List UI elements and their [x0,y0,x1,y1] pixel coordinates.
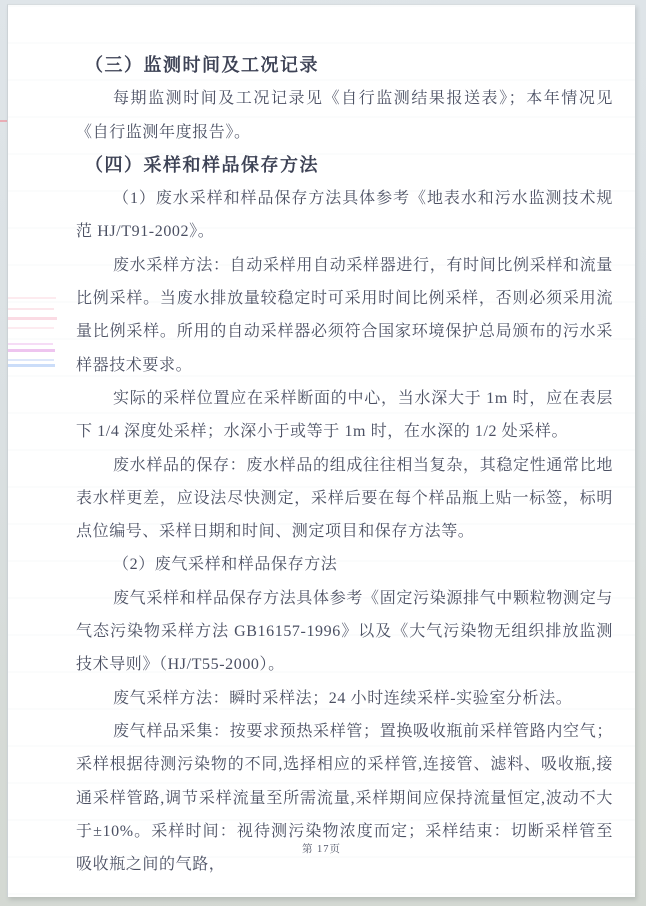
body-paragraph: 废水采样方法：自动采样用自动采样器进行，有时间比例采样和流量比例采样。当废水排放量较稳定时可采用时间比例采样，否则必须采用流量比例采样。所用的自动采样器必须符合国家环境保护总局颁布的污水采样器技术要求。 [76,256,613,374]
section-heading-4: （四）采样和样品保存方法 [85,154,319,175]
body-paragraph: 每期监测时间及工况记录见《自行监测结果报送表》；本年情况见《自行监测年度报告》。 [76,90,613,141]
page-number: 第 17页 [301,844,342,855]
body-paragraph: （1）废水采样和样品保存方法具体参考《地表水和污水监测技术规范 HJ/T91-2002》。 [76,190,613,241]
body-paragraph: 废气样品采集：按要求预热采样管；置换吸收瓶前采样管路内空气；采样根据待测污染物的不同,选择相应的采样管,连接管、滤料、吸收瓶,接通采样管路,调节采样流量至所需流量,采样期间应保持流量恒定,波动不大于±10%。采样时间：视待测污染物浓度而定；采样结束：切断采样管至吸收瓶之间的气路， [76,722,613,874]
body-paragraph: 废气采样方法：瞬时采样法；24 小时连续采样-实验室分析法。 [113,689,573,707]
body-paragraph: 废水样品的保存：废水样品的组成往往相当复杂，其稳定性通常比地表水样更差，应设法尽快测定，采样后要在每个样品瓶上贴一标签，标明点位编号、采样日期和时间、测定项目和保存方法等。 [76,456,613,541]
document-content [8,5,635,881]
section-heading-3: （三）监测时间及工况记录 [85,55,319,75]
document-page [7,4,635,897]
body-paragraph: 废气采样和样品保存方法具体参考《固定污染源排气中颗粒物测定与气态污染物采样方法 GB16157-1996》以及《大气污染物无组织排放监测技术导则》（HJ/T55-2000）。 [76,589,613,674]
scan-edge-mark [0,120,7,122]
body-paragraph: （2）废气采样和样品保存方法 [113,556,338,574]
body-paragraph: 实际的采样位置应在采样断面的中心，当水深大于 1m 时，应在表层下 1/4 深度处采样；水深小于或等于 1m 时，在水深的 1/2 处采样。 [76,389,613,441]
